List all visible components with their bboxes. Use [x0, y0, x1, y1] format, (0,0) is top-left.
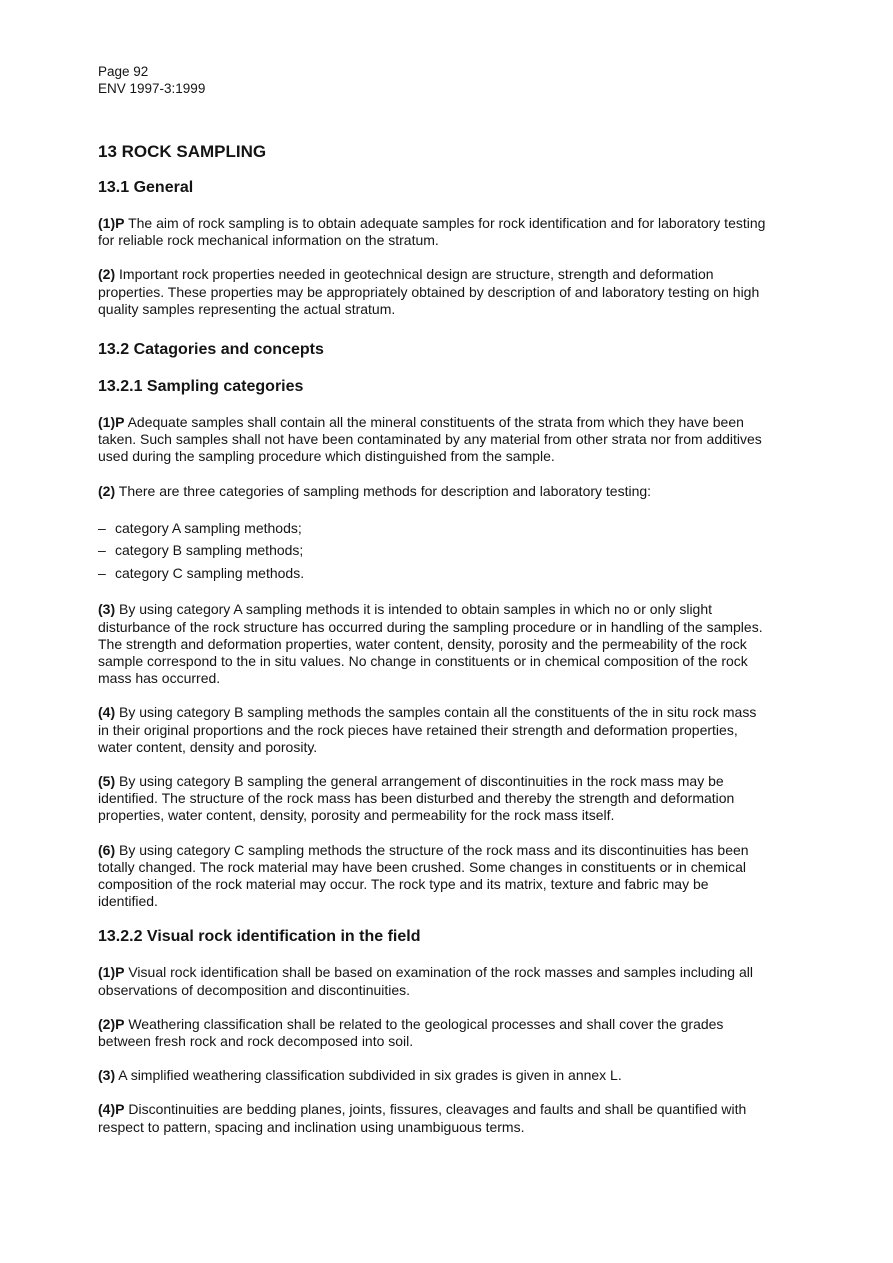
paragraph-13-1-2 [98, 266, 766, 318]
section-13-2-1-heading: 13.2.1 Sampling categories [98, 378, 304, 396]
list-dash: – [98, 542, 106, 559]
clause-number: (4)P [98, 1101, 125, 1118]
clause-number: (1)P [98, 215, 125, 231]
paragraph-13-2-2-2 [98, 1016, 766, 1050]
list-item [98, 562, 766, 585]
clause-number: (6) [98, 841, 116, 858]
clause-number: (3) [98, 601, 116, 618]
clause-number: (2) [98, 482, 116, 499]
sampling-category-list [98, 517, 766, 585]
clause-text: Visual rock identification shall be based on examination of the rock masses and samples including all observations of decomposition and discontinuities. [98, 964, 753, 998]
paragraph-13-2-1-1 [98, 414, 766, 466]
paragraph-13-2-1-2 [98, 483, 766, 500]
list-item-text: category C sampling methods. [115, 564, 305, 581]
clause-text: By using category B sampling the general arrangement of discontinuities in the rock mass may be identified. The structure of the rock mass has been disturbed and thereby the strength and deformation properties, water content, density, porosity and permeability for the rock mass itself. [98, 772, 735, 824]
paragraph-13-2-2-4 [98, 1101, 766, 1135]
clause-text: Adequate samples shall contain all the mineral constituents of the strata from which they have been taken. Such samples shall not have been contaminated by any material from other strata nor from additives used during the sampling procedure which distinguished from the sample. [98, 414, 762, 465]
paragraph-13-2-1-4 [98, 704, 766, 756]
section-13-2-heading: 13.2 Catagories and concepts [98, 341, 324, 359]
clause-text: By using category A sampling methods it is intended to obtain samples in which no or only slight disturbance of the rock structure has occurred during the sampling procedure or in handling of the samples. The strength and deformation properties, water content, density, porosity and the permeability of the rock sample correspond to the in situ values. No change in constituents or in chemical composition of the rock mass has occurred. [98, 601, 763, 687]
list-item [98, 539, 766, 562]
clause-text: Important rock properties needed in geotechnical design are structure, strength and deformation properties. These properties may be appropriately obtained by description of and laboratory testing on high quality samples representing the actual stratum. [98, 266, 760, 317]
standard-reference: ENV 1997-3:1999 [98, 81, 206, 96]
paragraph-13-2-1-3 [98, 601, 766, 687]
clause-text: The aim of rock sampling is to obtain adequate samples for rock identification and for laboratory testing for reliable rock mechanical information on the stratum. [98, 215, 766, 249]
clause-text: A simplified weathering classification subdivided in six grades is given in annex L. [115, 1067, 622, 1084]
clause-text: Weathering classification shall be related to the geological processes and shall cover the grades between fresh rock and rock decomposed into soil. [98, 1015, 724, 1049]
clause-number: (2)P [98, 1015, 125, 1032]
clause-number: (1)P [98, 964, 125, 981]
clause-number: (5) [98, 772, 116, 789]
section-13-1-heading: 13.1 General [98, 179, 194, 196]
clause-text: Discontinuities are bedding planes, joints, fissures, cleavages and faults and shall be quantified with respect to pattern, spacing and inclination using unambiguous terms. [98, 1101, 747, 1135]
paragraph-13-1-1 [98, 215, 766, 249]
paragraph-13-2-2-1 [98, 964, 766, 998]
page-header [98, 63, 766, 97]
list-dash: – [98, 564, 106, 581]
clause-number: (4) [98, 704, 116, 721]
list-dash: – [98, 519, 106, 536]
page-number: Page 92 [98, 64, 149, 79]
clause-text: By using category C sampling methods the structure of the rock mass and its discontinuities has been totally changed. The rock material may have been crushed. Some changes in constituents or in chemical composition of the rock material may occur. The rock type and its matrix, texture and fabric may be identified. [98, 841, 749, 910]
clause-number: (2) [98, 266, 116, 283]
clause-text: There are three categories of sampling methods for description and laboratory testing: [115, 482, 652, 499]
paragraph-13-2-1-5 [98, 773, 766, 825]
clause-number: (1)P [98, 414, 125, 431]
paragraph-13-2-1-6 [98, 842, 766, 911]
section-13-heading: 13 ROCK SAMPLING [98, 142, 267, 161]
list-item [98, 517, 766, 540]
clause-text: By using category B sampling methods the samples contain all the constituents of the in situ rock mass in their original proportions and the rock pieces have retained their strength and deformation properties, water content, density and porosity. [98, 704, 757, 755]
section-13-2-2-heading: 13.2.2 Visual rock identification in the field [98, 928, 421, 946]
document-page [98, 63, 766, 1136]
clause-number: (3) [98, 1067, 116, 1084]
list-item-text: category B sampling methods; [115, 542, 304, 559]
list-item-text: category A sampling methods; [115, 519, 302, 536]
paragraph-13-2-2-3 [98, 1067, 766, 1084]
